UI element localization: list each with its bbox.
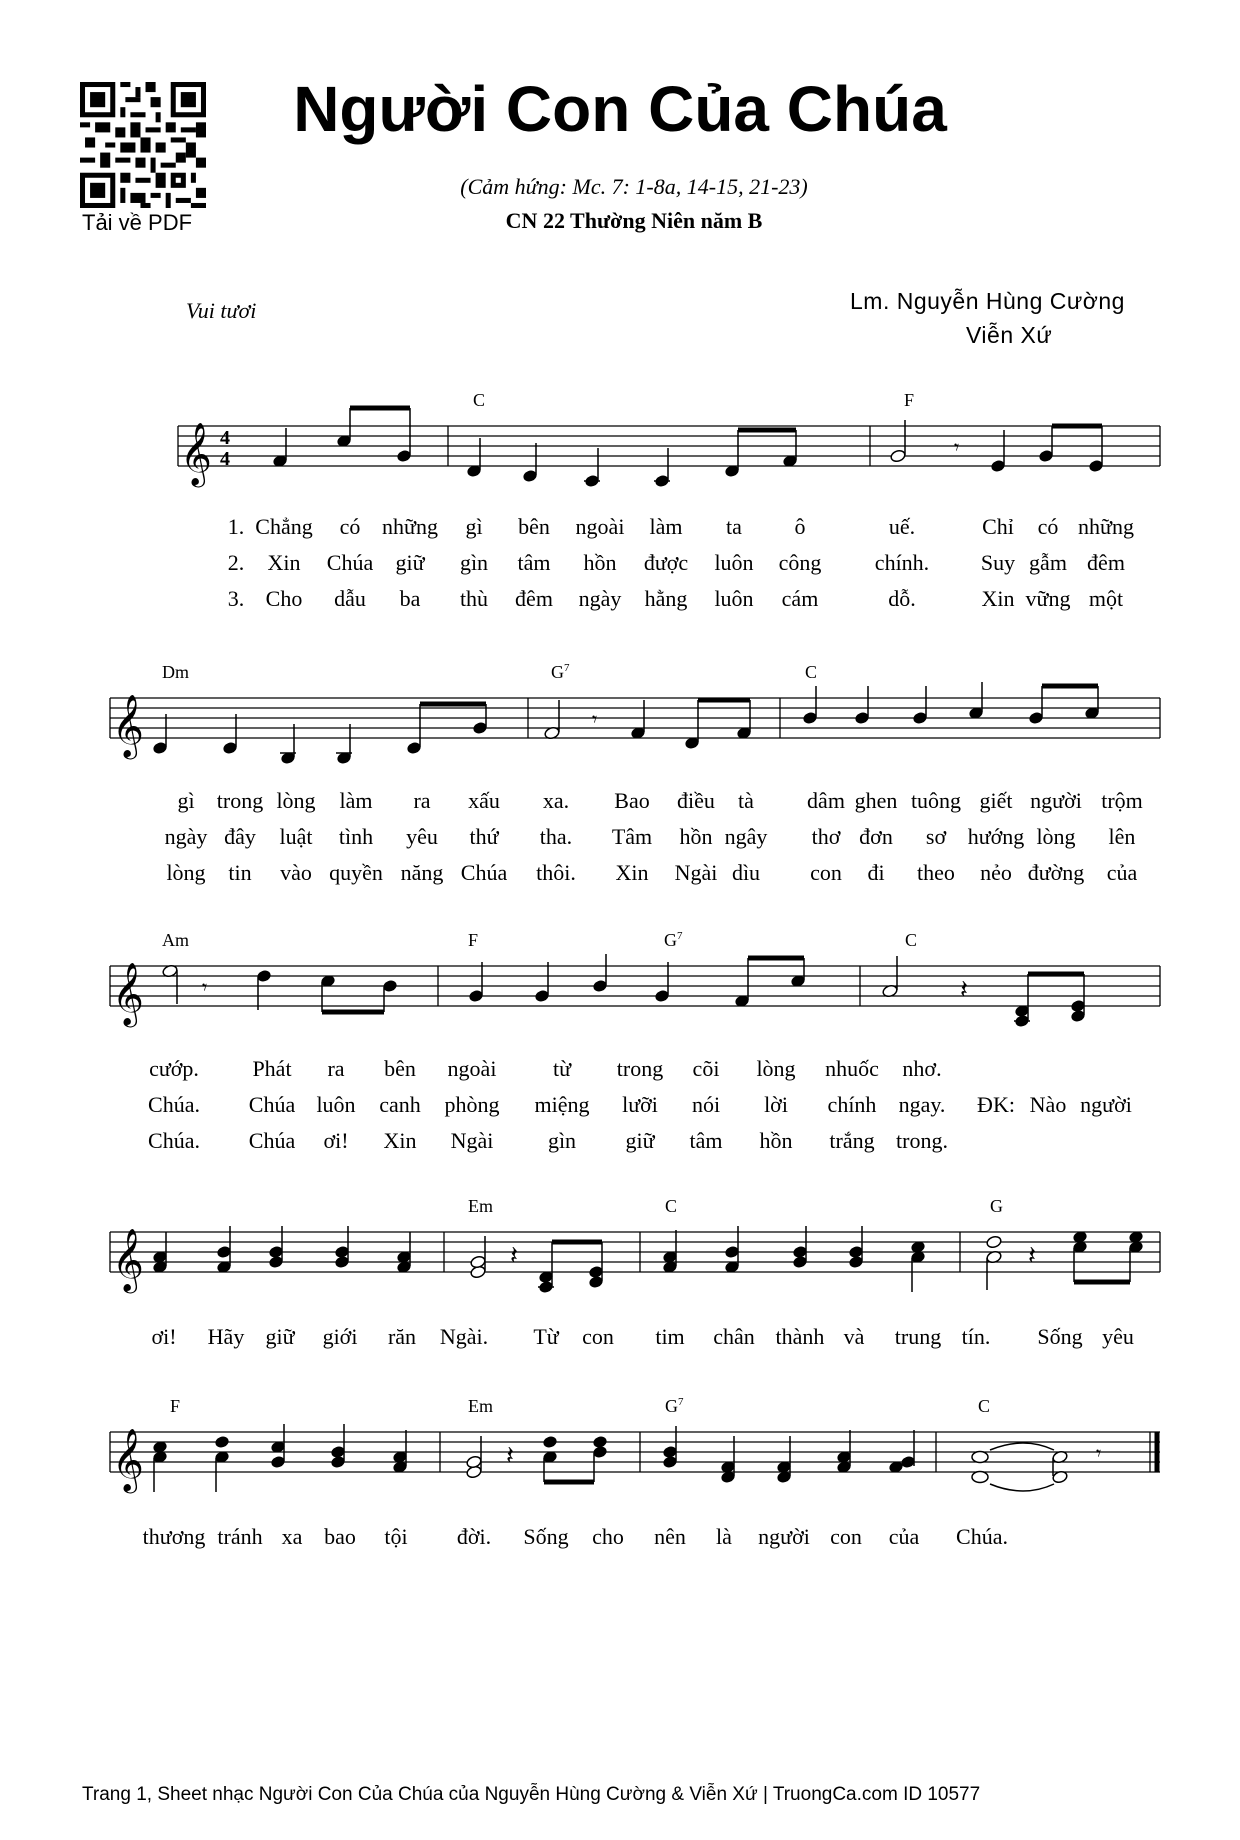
lyric-syllable: đêm — [1087, 550, 1125, 575]
lyric-syllable: ô — [794, 514, 806, 539]
lyric-syllable: Chúa — [248, 1092, 296, 1117]
arranger: Viễn Xứ — [966, 322, 1053, 348]
lyric-syllable: Chúa — [460, 860, 508, 885]
lyric-syllable: của — [1106, 860, 1138, 885]
lyric-syllable: gìn — [459, 550, 489, 575]
lyric-line — [0, 860, 1240, 884]
lyric-syllable: dâm — [807, 788, 845, 813]
lyric-syllable: hồn — [679, 824, 713, 849]
lyric-syllable: nhuốc — [825, 1056, 879, 1081]
lyric-syllable: xấu — [468, 788, 500, 813]
time-sig-top: 4 — [220, 427, 230, 449]
lyric-syllable: trong — [216, 788, 264, 813]
lyric-syllable: con — [830, 1524, 862, 1549]
lyric-syllable: giữ — [265, 1324, 295, 1349]
lyric-syllable: dỗ. — [888, 586, 916, 611]
chord-symbol: $G^7$ — [551, 662, 570, 682]
lyric-syllable: Sống — [1037, 1324, 1083, 1349]
lyric-syllable: ngây — [724, 824, 768, 849]
page-footer: Trang 1, Sheet nhạc Người Con Của Chúa của Nguyễn Hùng Cường & Viễn Xứ | TruongCa.com ID 10577 — [82, 1784, 981, 1805]
lyric-syllable: trung — [894, 1324, 942, 1349]
lyric-syllable: Ngài. — [439, 1324, 489, 1349]
chord-symbol: F — [170, 1396, 181, 1416]
lyric-line — [0, 1524, 1240, 1548]
lyric-syllable: những — [382, 514, 438, 539]
lyric-syllable: răn — [387, 1324, 417, 1349]
lyric-syllable: Xin — [383, 1128, 417, 1153]
treble-clef-icon: 𝄞 — [112, 1228, 144, 1291]
lyric-line — [0, 1324, 1240, 1348]
lyric-syllable: trộm — [1101, 788, 1143, 813]
chord-symbol: Dm — [162, 662, 189, 682]
lyric-syllable: lòng — [1036, 824, 1076, 849]
lyric-syllable: tà — [738, 788, 754, 813]
chord-symbol: $G^7$ — [665, 1396, 684, 1416]
lyric-syllable: Nào — [1029, 1092, 1067, 1117]
lyric-syllable: công — [778, 550, 822, 575]
svg-text:𝄽: 𝄽 — [1028, 1241, 1036, 1271]
lyric-syllable: được — [643, 550, 689, 575]
lyric-syllable: bên — [518, 514, 550, 539]
lyric-syllable: ngay. — [898, 1092, 946, 1117]
lyric-syllable: Xin — [615, 860, 649, 885]
lyric-syllable: bao — [324, 1524, 356, 1549]
lyric-syllable: lưỡi — [622, 1092, 658, 1117]
treble-clef-icon: 𝄞 — [112, 694, 144, 757]
lyric-syllable: người — [758, 1524, 810, 1549]
lyric-syllable: ta — [726, 514, 742, 539]
composer: Lm. Nguyễn Hùng Cường — [850, 288, 1125, 314]
lyric-syllable: lời — [764, 1092, 788, 1117]
svg-text:𝄾: 𝄾 — [1096, 1441, 1102, 1465]
chord-symbol: C — [473, 390, 486, 410]
svg-text:𝄾: 𝄾 — [202, 975, 208, 999]
lyric-syllable: xa. — [542, 788, 570, 813]
lyric-syllable: đêm — [515, 586, 553, 611]
lyric-syllable: Phát — [252, 1056, 292, 1081]
lyric-syllable: Ngài — [450, 1128, 494, 1153]
lyric-syllable: Ngài — [674, 860, 718, 885]
music-staff — [110, 1220, 1160, 1300]
lyric-syllable: trắng — [829, 1128, 875, 1153]
lyric-syllable: đây — [224, 824, 256, 849]
lyric-syllable: ba — [399, 586, 421, 611]
lyric-syllable: cõi — [692, 1056, 720, 1081]
lyric-syllable: Chúa. — [148, 1092, 200, 1117]
lyric-syllable: quyền — [329, 860, 383, 885]
lyric-syllable: có — [339, 514, 361, 539]
download-pdf-link[interactable]: Tải về PDF — [82, 210, 193, 235]
lyric-syllable: những — [1078, 514, 1134, 539]
lyric-syllable: xa — [281, 1524, 303, 1549]
lyric-syllable: lòng — [166, 860, 206, 885]
lyric-syllable: là — [716, 1524, 732, 1549]
lyric-syllable: giới — [322, 1324, 358, 1349]
lyric-syllable: gì — [177, 788, 195, 813]
lyric-syllable: thương — [142, 1524, 206, 1549]
chord-symbol: Em — [468, 1396, 493, 1416]
lyric-syllable: thứ — [469, 824, 499, 849]
lyric-syllable: Bao — [614, 788, 650, 813]
lyric-syllable: canh — [379, 1092, 421, 1117]
lyric-syllable: luôn — [714, 586, 754, 611]
lyric-syllable: trong — [616, 1056, 664, 1081]
chord-symbol: C — [905, 930, 918, 950]
lyric-syllable: của — [888, 1524, 920, 1549]
svg-text:𝄽: 𝄽 — [960, 975, 968, 1005]
lyric-syllable: tuông — [910, 788, 962, 813]
lyric-syllable: đi — [867, 860, 885, 885]
lyric-syllable: nên — [654, 1524, 686, 1549]
lyric-line — [0, 1128, 1240, 1152]
lyric-syllable: chính — [827, 1092, 877, 1117]
lyric-syllable: Cho — [265, 586, 303, 611]
lyric-syllable: lòng — [756, 1056, 796, 1081]
lyric-syllable: chân — [713, 1324, 755, 1349]
lyric-syllable: gì — [465, 514, 483, 539]
treble-clef-icon: 𝄞 — [180, 422, 212, 485]
lyric-line — [0, 550, 1240, 574]
lyric-syllable: ra — [327, 1056, 345, 1081]
lyric-syllable: ngày — [164, 824, 208, 849]
chord-symbol: G — [990, 1196, 1003, 1216]
lyric-syllable: điều — [677, 788, 715, 813]
lyric-syllable: cám — [781, 586, 819, 611]
lyric-syllable: nẻo — [980, 860, 1012, 885]
lyric-syllable: vào — [280, 860, 312, 885]
lyric-syllable: Chúa. — [148, 1128, 200, 1153]
chord-symbol: F — [904, 390, 915, 410]
lyric-syllable: giữ — [625, 1128, 655, 1153]
lyric-syllable: miệng — [534, 1092, 590, 1117]
chord-symbol: C — [665, 1196, 678, 1216]
lyric-syllable: ĐK: — [977, 1092, 1015, 1117]
chord-symbol: C — [805, 662, 818, 682]
lyric-syllable: đời. — [456, 1524, 492, 1549]
lyric-syllable: thơ — [811, 824, 841, 849]
lyric-syllable: luật — [279, 824, 313, 849]
lyric-syllable: cho — [592, 1524, 624, 1549]
lyric-syllable: tim — [655, 1324, 685, 1349]
lyric-syllable: Chẳng — [255, 514, 313, 539]
lyric-syllable: giữ — [395, 550, 425, 575]
lyric-syllable: tin — [228, 860, 252, 885]
lyric-syllable: giết — [979, 788, 1013, 813]
lyric-syllable: có — [1037, 514, 1059, 539]
lyric-syllable: Chỉ — [982, 514, 1014, 539]
lyric-syllable: một — [1088, 586, 1124, 611]
lyric-syllable: Hãy — [207, 1324, 245, 1349]
lyric-syllable: gìn — [547, 1128, 577, 1153]
svg-text:𝄽: 𝄽 — [506, 1441, 514, 1471]
lyric-syllable: hồn — [583, 550, 617, 575]
lyric-syllable: Tâm — [611, 824, 653, 849]
lyric-syllable: thôi. — [536, 860, 576, 885]
lyric-line — [0, 824, 1240, 848]
lyric-syllable: người — [1080, 1092, 1132, 1117]
lyric-syllable: ơi! — [151, 1324, 177, 1349]
lyric-syllable: tín. — [961, 1324, 991, 1349]
lyric-syllable: làm — [649, 514, 683, 539]
lyric-syllable: ngoài — [575, 514, 625, 539]
liturgical-occasion: CN 22 Thường Niên năm B — [505, 208, 763, 233]
lyric-syllable: lên — [1108, 824, 1136, 849]
lyric-syllable: yêu — [1102, 1324, 1134, 1349]
lyric-syllable: bên — [384, 1056, 416, 1081]
lyric-syllable: hướng — [967, 824, 1025, 849]
lyric-syllable: Chúa — [248, 1128, 296, 1153]
lyric-syllable: vững — [1025, 586, 1071, 611]
music-staff — [110, 954, 1160, 1034]
svg-text:𝄾: 𝄾 — [592, 707, 598, 731]
scripture-reference: (Cảm hứng: Mc. 7: 1-8a, 14-15, 21-23) — [460, 174, 808, 199]
lyric-syllable: Chúa — [326, 550, 374, 575]
chord-symbol: Em — [468, 1196, 493, 1216]
lyric-syllable: uế. — [888, 514, 916, 539]
lyric-syllable: ơi! — [323, 1128, 349, 1153]
lyric-line — [0, 1092, 1240, 1116]
music-staff — [110, 1420, 1160, 1500]
lyric-syllable: năng — [400, 860, 444, 885]
lyric-line — [0, 514, 1240, 538]
lyric-line — [0, 586, 1240, 610]
lyric-syllable: 1. — [227, 514, 245, 539]
lyric-syllable: con — [582, 1324, 614, 1349]
lyric-syllable: và — [843, 1324, 865, 1349]
lyric-syllable: Xin — [981, 586, 1015, 611]
lyric-syllable: theo — [917, 860, 955, 885]
music-staff — [110, 686, 1160, 766]
lyric-syllable: hồn — [759, 1128, 793, 1153]
lyric-syllable: tâm — [517, 550, 551, 575]
lyric-syllable: tình — [338, 824, 374, 849]
lyric-syllable: dẫu — [334, 586, 366, 611]
tempo-marking: Vui tươi — [186, 298, 257, 323]
lyric-syllable: nói — [691, 1092, 721, 1117]
chord-symbol: C — [978, 1396, 991, 1416]
lyric-syllable: lòng — [276, 788, 316, 813]
lyric-syllable: thành — [775, 1324, 825, 1349]
lyric-syllable: Suy — [980, 550, 1016, 575]
lyric-syllable: tha. — [539, 824, 573, 849]
svg-text:𝄾: 𝄾 — [954, 435, 960, 459]
lyric-syllable: 3. — [227, 586, 245, 611]
lyric-syllable: yêu — [406, 824, 438, 849]
lyric-syllable: con — [810, 860, 842, 885]
song-title: Người Con Của Chúa — [293, 73, 947, 145]
lyric-syllable: tội — [384, 1524, 408, 1549]
lyric-syllable: đơn — [859, 824, 893, 849]
lyric-syllable: gẫm — [1029, 550, 1067, 575]
treble-clef-icon: 𝄞 — [112, 1428, 144, 1491]
treble-clef-icon: 𝄞 — [112, 962, 144, 1025]
lyric-syllable: ngày — [578, 586, 622, 611]
lyric-syllable: phòng — [444, 1092, 500, 1117]
lyric-syllable: nhơ. — [902, 1056, 942, 1081]
lyric-syllable: làm — [339, 788, 373, 813]
lyric-syllable: Xin — [267, 550, 301, 575]
lyric-line — [0, 788, 1240, 812]
lyric-syllable: chính. — [874, 550, 930, 575]
lyric-syllable: người — [1030, 788, 1082, 813]
lyric-syllable: thù — [459, 586, 489, 611]
lyric-syllable: trong. — [896, 1128, 948, 1153]
lyric-syllable: luôn — [316, 1092, 356, 1117]
lyric-syllable: Từ — [533, 1324, 559, 1349]
lyric-syllable: hằng — [644, 586, 688, 611]
time-sig-bottom: 4 — [220, 448, 230, 470]
lyric-syllable: ra — [413, 788, 431, 813]
lyric-line — [0, 1056, 1240, 1080]
chord-symbol: F — [468, 930, 479, 950]
lyric-syllable: luôn — [714, 550, 754, 575]
lyric-syllable: Chúa. — [956, 1524, 1008, 1549]
chord-symbol: Am — [162, 930, 189, 950]
lyric-syllable: 2. — [227, 550, 245, 575]
lyric-syllable: từ — [552, 1056, 572, 1081]
lyric-syllable: ngoài — [447, 1056, 497, 1081]
lyric-syllable: đường — [1027, 860, 1085, 885]
lyric-syllable: cướp. — [149, 1056, 199, 1081]
music-staff — [178, 414, 1160, 494]
lyric-syllable: ghen — [854, 788, 898, 813]
lyric-syllable: Sống — [523, 1524, 569, 1549]
svg-text:𝄽: 𝄽 — [510, 1241, 518, 1271]
lyric-syllable: dìu — [731, 860, 761, 885]
lyric-syllable: tránh — [217, 1524, 263, 1549]
lyric-syllable: sơ — [925, 824, 947, 849]
chord-symbol: $G^7$ — [664, 930, 683, 950]
lyric-syllable: tâm — [689, 1128, 723, 1153]
